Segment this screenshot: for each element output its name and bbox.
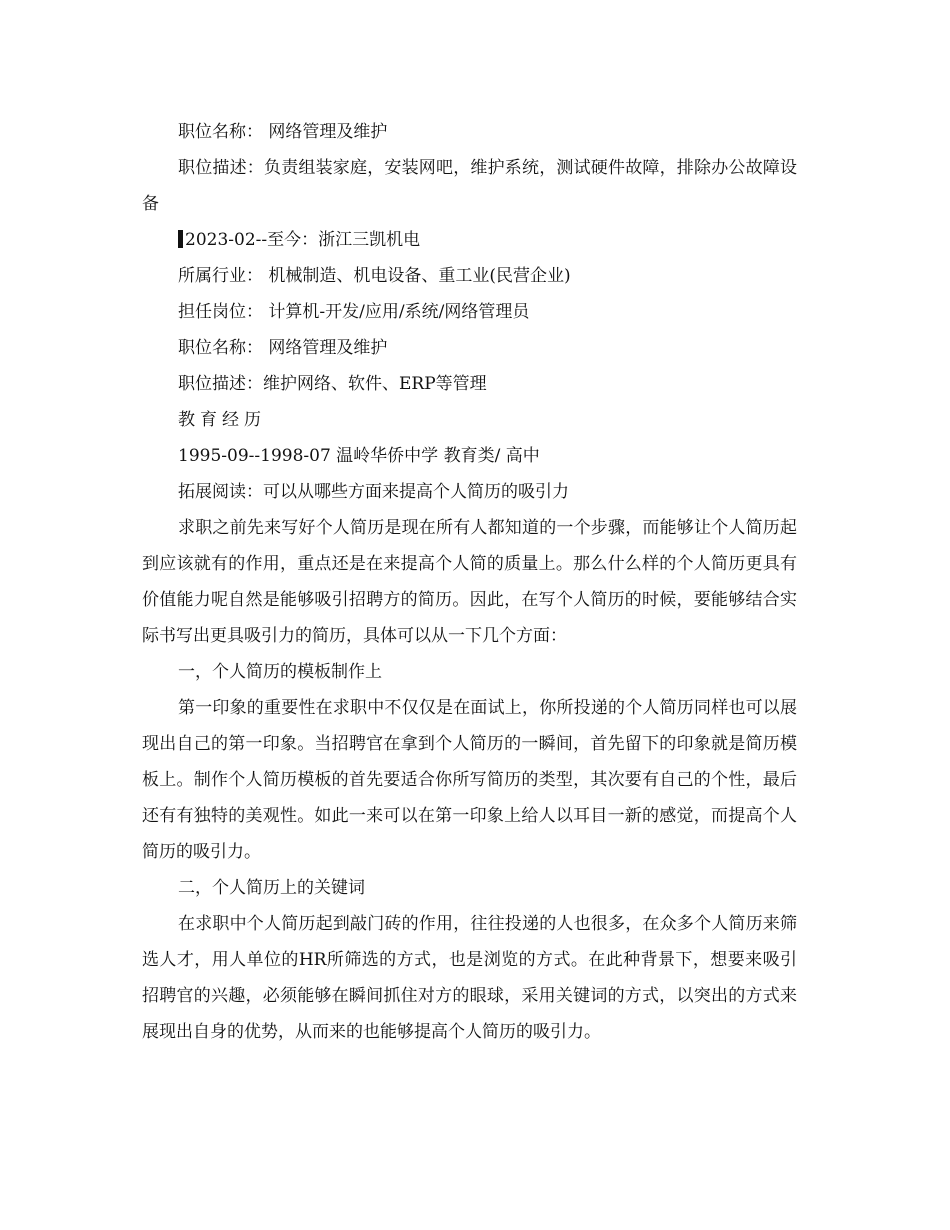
job2-desc-label: 职位描述： <box>178 374 263 394</box>
job2-title-label: 职位名称： <box>178 338 263 358</box>
job1-desc-value: 负责组装家庭，安装网吧，维护系统，测试硬件故障，排除办公故障设备 <box>142 158 797 214</box>
article-heading-1: 一，个人简历的模板制作上 <box>178 662 382 682</box>
job1-title-label: 职位名称： <box>178 122 263 142</box>
article-intro-title: 拓展阅读：可以从哪些方面来提高个人简历的吸引力 <box>178 482 569 502</box>
job1-title-row <box>142 114 797 150</box>
job1-title-value: 网络管理及维护 <box>268 122 388 142</box>
job2-industry-label: 所属行业： <box>178 266 263 286</box>
job2-desc-value: 维护网络、软件、ERP等管理 <box>263 374 487 394</box>
job2-industry-row <box>142 258 797 294</box>
section-bar-icon <box>178 230 183 248</box>
job2-desc-row <box>142 366 797 402</box>
job2-period: 2023-02--至今：浙江三凯机电 <box>185 230 421 250</box>
job1-desc-label: 职位描述： <box>178 158 264 178</box>
job2-industry-value: 机械制造、机电设备、重工业(民营企业) <box>268 266 571 286</box>
job1-desc-row <box>142 150 797 222</box>
article-paragraph-1: 求职之前先来写好个人简历是现在所有人都知道的一个步骤，而能够让个人简历起到应该就有的作用，重点还是在来提高个人简的质量上。那么什么样的个人简历更具有价值能力呢自然是能够吸引招聘方的简历。因此，在写个人简历的时候，要能够结合实际书写出更具吸引力的简历，具体可以从一下几个方面： <box>142 518 797 646</box>
job2-period-row <box>142 222 797 258</box>
article-heading-2: 二，个人简历上的关键词 <box>178 878 365 898</box>
article-paragraph-2: 第一印象的重要性在求职中不仅仅是在面试上，你所投递的个人简历同样也可以展现出自己的第一印象。当招聘官在拿到个人简历的一瞬间，首先留下的印象就是简历模板上。制作个人简历模板的首先要适合你所写简历的类型，其次要有自己的个性，最后还有有独特的美观性。如此一来可以在第一印象上给人以耳目一新的感觉，而提高个人简历的吸引力。 <box>142 698 797 862</box>
education-entry: 1995-09--1998-07 温岭华侨中学 教育类/ 高中 <box>178 446 540 466</box>
job2-title-row <box>142 330 797 366</box>
document-body <box>142 114 797 1050</box>
job2-position-row <box>142 294 797 330</box>
job2-position-value: 计算机-开发/应用/系统/网络管理员 <box>268 302 530 322</box>
job2-title-value: 网络管理及维护 <box>268 338 388 358</box>
education-heading: 教育经历 <box>178 410 266 430</box>
article-paragraph-3: 在求职中个人简历起到敲门砖的作用，往往投递的人也很多，在众多个人简历来筛选人才，用人单位的HR所筛选的方式，也是浏览的方式。在此种背景下，想要来吸引招聘官的兴趣，必须能够在瞬间抓住对方的眼球，采用关键词的方式，以突出的方式来展现出自身的优势，从而来的也能够提高个人简历的吸引力。 <box>142 914 797 1042</box>
job2-position-label: 担任岗位： <box>178 302 263 322</box>
